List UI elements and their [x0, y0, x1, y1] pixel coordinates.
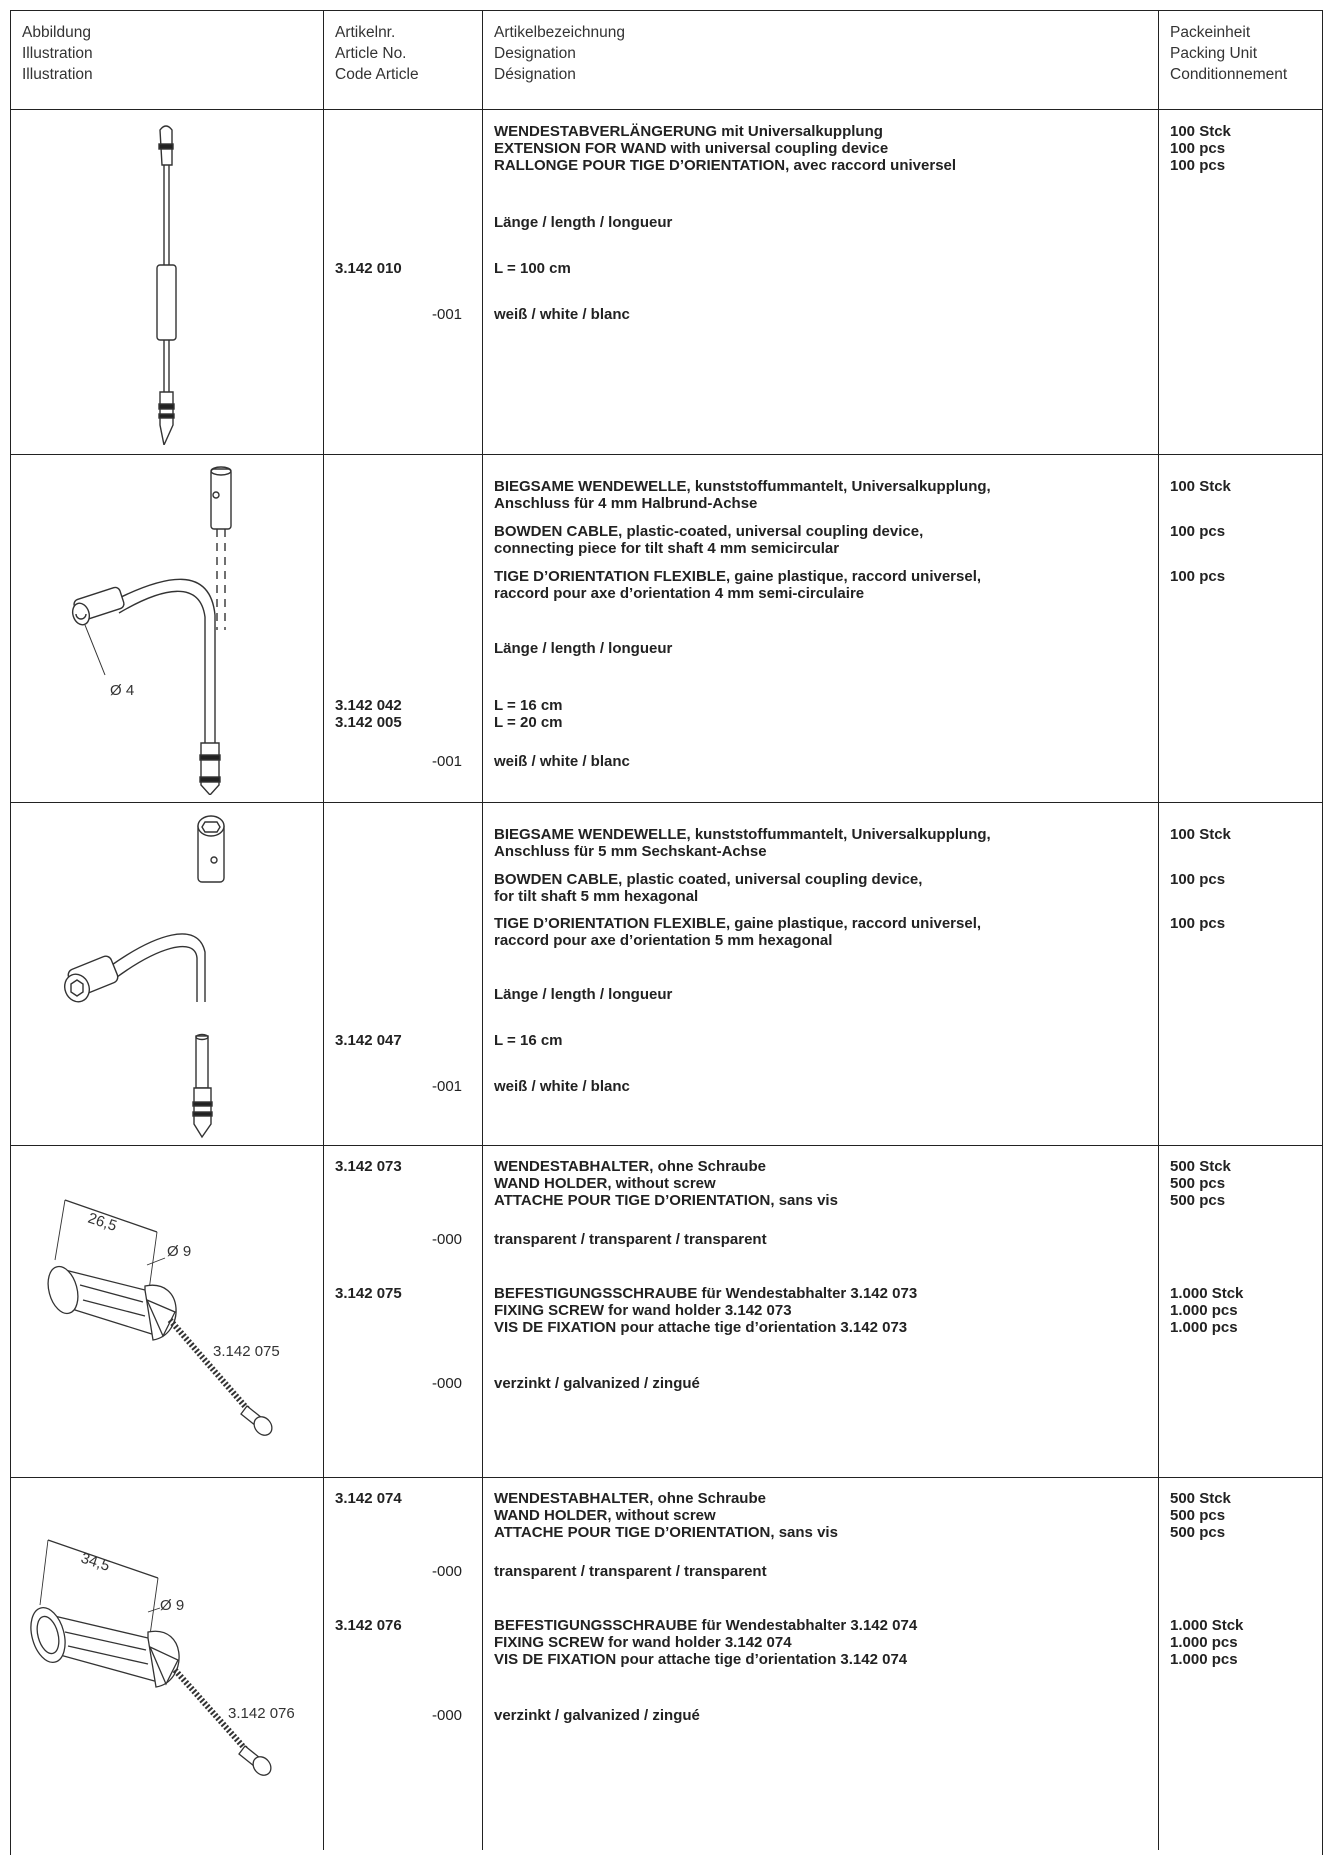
screw-description-en: FIXING SCREW for wand holder 3.142 074 [494, 1634, 792, 1651]
color-value: weiß / white / blanc [494, 306, 630, 323]
color-value-holder: transparent / transparent / transparent [494, 1563, 767, 1580]
article-number-20cm: 3.142 005 [335, 714, 402, 731]
description-de: WENDESTABVERLÄNGERUNG mit Universalkupplung [494, 123, 883, 140]
row-divider-1 [10, 454, 1323, 455]
packing-holder-en: 500 pcs [1170, 1175, 1226, 1192]
description-fr-2: raccord pour axe d’orientation 5 mm hexagonal [494, 932, 833, 949]
color-value-holder: transparent / transparent / transparent [494, 1231, 767, 1248]
description-en-1: BOWDEN CABLE, plastic coated, universal coupling device, [494, 871, 923, 888]
article-number-16cm: 3.142 042 [335, 697, 402, 714]
screw-description-de: BEFESTIGUNGSSCHRAUBE für Wendestabhalter 3.142 073 [494, 1285, 918, 1302]
description-de: WENDESTABHALTER, ohne Schraube [494, 1158, 766, 1175]
header-illustration [22, 22, 93, 85]
description-fr-1: TIGE D’ORIENTATION FLEXIBLE, gaine plastique, raccord universel, [494, 915, 982, 932]
article-variant: -001 [432, 1078, 463, 1095]
packing-en: 100 pcs [1170, 523, 1226, 540]
row-divider-3 [10, 1145, 1323, 1146]
article-number-holder: 3.142 074 [335, 1490, 402, 1507]
description-de-1: BIEGSAME WENDEWELLE, kunststoffummantelt, Universalkupplung, [494, 826, 991, 843]
article-number-holder: 3.142 073 [335, 1158, 402, 1175]
article-number: 3.142 010 [335, 260, 402, 277]
header-designation-de: Artikelbezeichnung [494, 24, 625, 41]
header-packing-en: Packing Unit [1170, 45, 1258, 62]
packing-en: 100 pcs [1170, 871, 1226, 888]
header-illustration-de: Abbildung [22, 24, 91, 41]
packing-holder-fr: 500 pcs [1170, 1192, 1226, 1209]
screw-label: 3.142 076 [228, 1705, 295, 1722]
packing-holder-fr: 500 pcs [1170, 1524, 1226, 1541]
packing-screw-en: 1.000 pcs [1170, 1302, 1238, 1319]
description-fr-2: raccord pour axe d’orientation 4 mm semi-circulaire [494, 585, 865, 602]
length-value-16: L = 16 cm [494, 697, 563, 714]
packing-fr: 100 pcs [1170, 568, 1226, 585]
header-illustration-en: Illustration [22, 45, 93, 62]
description-de-2: Anschluss für 4 mm Halbrund-Achse [494, 495, 758, 512]
dimension-length-label: 26,5 [85, 1209, 119, 1235]
article-variant: -001 [432, 753, 463, 770]
length-value: L = 100 cm [494, 260, 571, 277]
description-fr: ATTACHE POUR TIGE D’ORIENTATION, sans vis [494, 1192, 838, 1209]
packing-screw-en: 1.000 pcs [1170, 1634, 1238, 1651]
article-variant-screw: -000 [432, 1707, 463, 1724]
description-en-1: BOWDEN CABLE, plastic-coated, universal coupling device, [494, 523, 924, 540]
header-article-fr: Code Article [335, 66, 419, 83]
header-packing-de: Packeinheit [1170, 24, 1251, 41]
description-fr-1: TIGE D’ORIENTATION FLEXIBLE, gaine plastique, raccord universel, [494, 568, 982, 585]
description-en: EXTENSION FOR WAND with universal coupling device [494, 140, 889, 157]
article-variant: -001 [432, 306, 463, 323]
length-value: L = 16 cm [494, 1032, 563, 1049]
length-label: Länge / length / longueur [494, 214, 673, 231]
color-value-screw: verzinkt / galvanized / zingué [494, 1375, 700, 1392]
column-divider-article [323, 10, 324, 1850]
packing-fr: 100 pcs [1170, 915, 1226, 932]
header-illustration-fr: Illustration [22, 66, 93, 83]
description-de: WENDESTABHALTER, ohne Schraube [494, 1490, 766, 1507]
wand-holder-26-illustration [35, 1160, 305, 1440]
packing-screw-fr: 1.000 pcs [1170, 1651, 1238, 1668]
extension-wand-illustration [140, 120, 200, 445]
length-value-20: L = 20 cm [494, 714, 563, 731]
description-en: WAND HOLDER, without screw [494, 1175, 716, 1192]
article-variant-holder: -000 [432, 1231, 463, 1248]
packing-de: 100 Stck [1170, 123, 1231, 140]
header-designation [494, 22, 625, 85]
row-divider-4 [10, 1477, 1323, 1478]
description-fr: ATTACHE POUR TIGE D’ORIENTATION, sans vis [494, 1524, 838, 1541]
dimension-diameter-label: Ø 9 [167, 1243, 192, 1260]
color-value-screw: verzinkt / galvanized / zingué [494, 1707, 700, 1724]
article-number-screw: 3.142 075 [335, 1285, 402, 1302]
bowden-cable-5mm-illustration [55, 812, 270, 1142]
packing-holder-de: 500 Stck [1170, 1490, 1231, 1507]
screw-description-en: FIXING SCREW for wand holder 3.142 073 [494, 1302, 792, 1319]
packing-en: 100 pcs [1170, 140, 1226, 157]
screw-description-fr: VIS DE FIXATION pour attache tige d’orientation 3.142 073 [494, 1319, 908, 1336]
bowden-cable-4mm-illustration [55, 465, 270, 795]
header-article-en: Article No. [335, 45, 407, 62]
color-value: weiß / white / blanc [494, 753, 630, 770]
diameter-4-label: Ø 4 [110, 682, 135, 699]
packing-screw-de: 1.000 Stck [1170, 1285, 1244, 1302]
screw-label: 3.142 075 [213, 1343, 280, 1360]
wand-holder-34-illustration [20, 1490, 310, 1780]
packing-holder-de: 500 Stck [1170, 1158, 1231, 1175]
description-de-2: Anschluss für 5 mm Sechskant-Achse [494, 843, 767, 860]
packing-de: 100 Stck [1170, 478, 1231, 495]
dimension-diameter-label: Ø 9 [160, 1597, 185, 1614]
description-en: WAND HOLDER, without screw [494, 1507, 716, 1524]
packing-fr: 100 pcs [1170, 157, 1226, 174]
description-fr: RALLONGE POUR TIGE D’ORIENTATION, avec raccord universel [494, 157, 957, 174]
header-designation-en: Designation [494, 45, 576, 62]
packing-screw-fr: 1.000 pcs [1170, 1319, 1238, 1336]
article-variant-screw: -000 [432, 1375, 463, 1392]
article-variant-holder: -000 [432, 1563, 463, 1580]
dimension-length-label: 34,5 [78, 1549, 112, 1575]
screw-description-fr: VIS DE FIXATION pour attache tige d’orientation 3.142 074 [494, 1651, 908, 1668]
header-packing-unit [1170, 22, 1287, 85]
article-number-screw: 3.142 076 [335, 1617, 402, 1634]
header-packing-fr: Conditionnement [1170, 66, 1288, 83]
description-en-2: for tilt shaft 5 mm hexagonal [494, 888, 699, 905]
length-label: Länge / length / longueur [494, 986, 673, 1003]
header-divider [10, 109, 1323, 110]
length-label: Länge / length / longueur [494, 640, 673, 657]
packing-holder-en: 500 pcs [1170, 1507, 1226, 1524]
article-number: 3.142 047 [335, 1032, 402, 1049]
header-article-no [335, 22, 419, 85]
header-designation-fr: Désignation [494, 66, 576, 83]
packing-screw-de: 1.000 Stck [1170, 1617, 1244, 1634]
row-divider-2 [10, 802, 1323, 803]
color-value: weiß / white / blanc [494, 1078, 630, 1095]
description-en-2: connecting piece for tilt shaft 4 mm semicircular [494, 540, 840, 557]
packing-de: 100 Stck [1170, 826, 1231, 843]
column-divider-packing [1158, 10, 1159, 1850]
description-de-1: BIEGSAME WENDEWELLE, kunststoffummantelt, Universalkupplung, [494, 478, 991, 495]
header-article-de: Artikelnr. [335, 24, 396, 41]
screw-description-de: BEFESTIGUNGSSCHRAUBE für Wendestabhalter 3.142 074 [494, 1617, 918, 1634]
column-divider-designation [482, 10, 483, 1850]
